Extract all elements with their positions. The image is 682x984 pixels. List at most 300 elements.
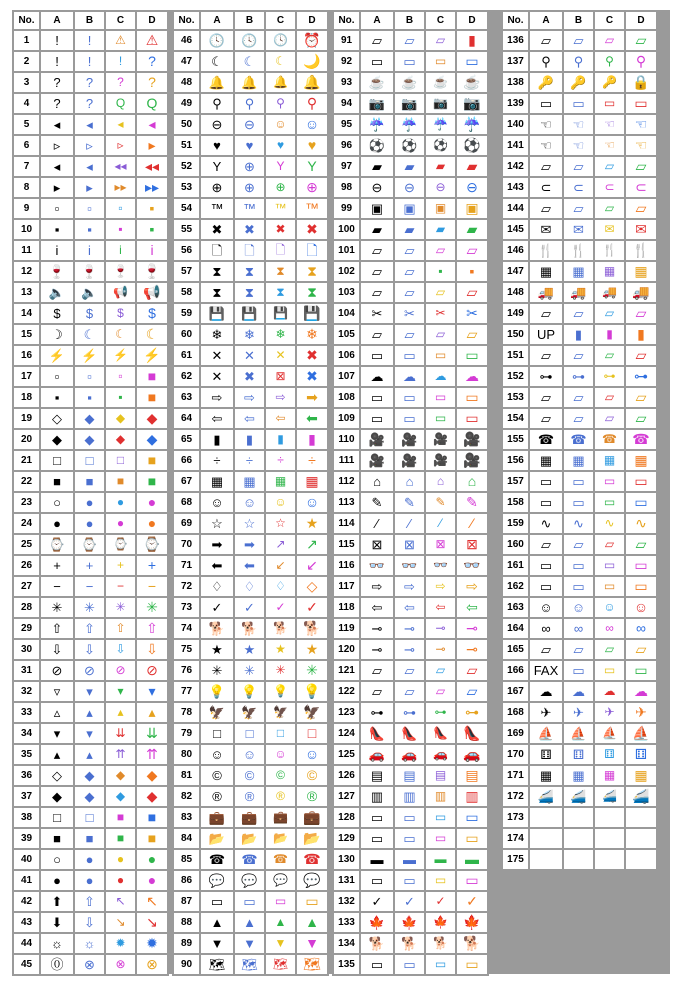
symbol-b: ✖ [235,220,264,239]
symbol-d: ⚠ [137,31,167,50]
symbol-a: ⇦ [201,409,233,428]
symbol-a: ☺ [201,745,233,764]
row-number: 111 [334,451,359,470]
symbol-a: ➡ [201,535,233,554]
row-number: 58 [174,283,199,302]
symbol-a: 💬 [201,871,233,890]
row-number: 134 [334,934,359,953]
symbol-c: ✖ [266,220,295,239]
row-number: 33 [14,703,39,722]
symbol-d: 🚗 [457,745,487,764]
symbol-a: ✓ [361,892,393,911]
table-row [334,493,487,512]
symbol-c: ▰ [426,220,455,239]
symbol-b: ▮ [564,325,593,344]
symbol-a: + [41,556,73,575]
table-row [14,472,167,491]
symbol-a: ⌂ [361,472,393,491]
symbol-c: ⇦ [266,409,295,428]
row-number: 17 [14,367,39,386]
symbol-c: ▭ [426,808,455,827]
symbol-d: ⊶ [457,703,487,722]
row-number: 150 [503,325,528,344]
symbol-a: ⊖ [361,178,393,197]
row-number: 93 [334,73,359,92]
symbol-b: 🐕 [395,934,424,953]
symbol-c: ❄ [266,325,295,344]
row-number: 68 [174,493,199,512]
table-row [334,115,487,134]
row-number: 69 [174,514,199,533]
row-number: 48 [174,73,199,92]
symbol-b: ★ [235,640,264,659]
row-number: 31 [14,661,39,680]
symbol-b: ▭ [395,346,424,365]
symbol-d: 👠 [457,724,487,743]
table-row [503,52,656,71]
symbol-a: ☾ [201,52,233,71]
symbol-b: ✓ [235,598,264,617]
symbol-b: ▭ [395,955,424,974]
symbol-b: 🍴 [564,241,593,260]
row-number: 26 [14,556,39,575]
symbol-b: 🔑 [564,73,593,92]
symbol-d: ☎ [626,430,656,449]
symbol-c: 🚄 [595,787,624,806]
symbol-b: ⚲ [235,94,264,113]
table-row [14,724,167,743]
symbol-b: ◆ [75,787,104,806]
symbol-a: ☁ [361,367,393,386]
symbol-a: ∞ [530,619,562,638]
symbol-c: ▪ [426,262,455,281]
symbol-b: ⇩ [75,640,104,659]
symbol-b: ⊶ [395,703,424,722]
row-number: 43 [14,913,39,932]
symbol-grid [12,10,670,974]
symbol-d: 🌙 [297,52,327,71]
table-row [14,199,167,218]
table-row [174,934,327,953]
symbol-d: ⬅ [297,409,327,428]
table-row [14,934,167,953]
symbol-c: ⚽ [426,136,455,155]
row-number: 21 [14,451,39,470]
symbol-d: ▭ [626,94,656,113]
symbol-d: ■ [137,451,167,470]
table-row [14,304,167,323]
row-number: 136 [503,31,528,50]
row-number: 163 [503,598,528,617]
table-row [14,745,167,764]
symbol-c: 💡 [266,682,295,701]
table-row [334,430,487,449]
row-number: 113 [334,493,359,512]
table-row [503,472,656,491]
symbol-c: ▭ [595,493,624,512]
symbol-c: ▬ [426,850,455,869]
symbol-c: 💬 [266,871,295,890]
row-number: 32 [14,682,39,701]
symbol-a: ⊸ [361,619,393,638]
symbol-a: ● [41,514,73,533]
symbol-c: ♥ [266,136,295,155]
row-number: 110 [334,430,359,449]
row-number: 55 [174,220,199,239]
symbol-d: ▦ [626,262,656,281]
symbol-b: ⧗ [235,262,264,281]
symbol-a: 🐕 [361,934,393,953]
symbol-d: ▼ [297,934,327,953]
row-number: 92 [334,52,359,71]
symbol-c: ▮ [595,325,624,344]
symbol-b: ▪ [75,388,104,407]
row-number: 89 [174,934,199,953]
table-row [503,808,656,827]
symbol-d: ⊸ [457,619,487,638]
column-header-no: No. [14,12,39,29]
symbol-a: ✖ [201,220,233,239]
symbol-d: ▱ [626,535,656,554]
row-number: 22 [14,472,39,491]
symbol-a: 🔑 [530,73,562,92]
table-row [14,598,167,617]
symbol-a: ▰ [361,220,393,239]
symbol-b: 🚚 [564,283,593,302]
symbol-a [530,850,562,869]
table-row [334,178,487,197]
symbol-a: ▱ [530,535,562,554]
row-number: 78 [174,703,199,722]
table-row [334,892,487,911]
symbol-c: 🚗 [426,745,455,764]
symbol-b: ◂ [75,157,104,176]
symbol-b: ☺ [235,745,264,764]
table-row [14,73,167,92]
symbol-b: ⚅ [564,745,593,764]
symbol-a: ▦ [201,472,233,491]
symbol-c: ☔ [426,115,455,134]
row-number: 144 [503,199,528,218]
symbol-a: © [201,766,233,785]
table-row [334,724,487,743]
symbol-d: ★ [297,640,327,659]
row-number: 121 [334,661,359,680]
row-number: 115 [334,535,359,554]
symbol-d: ▭ [457,829,487,848]
row-number: 99 [334,199,359,218]
symbol-c: ⁄ [426,514,455,533]
symbol-c: ◂ [106,115,135,134]
symbol-d: ▭ [626,556,656,575]
symbol-c: ✓ [266,598,295,617]
symbol-b: ▸ [75,178,104,197]
table-row [14,346,167,365]
symbol-a: ® [201,787,233,806]
symbol-b: ▦ [564,766,593,785]
row-number: 123 [334,703,359,722]
symbol-d [626,829,656,848]
symbol-c: ⇦ [426,598,455,617]
symbol-b: ⊠ [395,535,424,554]
symbol-b: ▣ [395,199,424,218]
symbol-d: ▭ [457,871,487,890]
symbol-c: ▦ [595,766,624,785]
table-row [334,304,487,323]
table-row [174,325,327,344]
table-row [503,241,656,260]
symbol-a: ☎ [530,430,562,449]
symbol-a [530,808,562,827]
symbol-d: ☺ [626,598,656,617]
row-number: 85 [174,850,199,869]
symbol-a: ☎ [201,850,233,869]
symbol-b: 👠 [395,724,424,743]
symbol-a: ▭ [361,346,393,365]
symbol-b: ▪ [75,220,104,239]
symbol-b: ▱ [395,325,424,344]
row-number: 5 [14,115,39,134]
column-header-c: C [106,12,135,29]
row-number: 154 [503,409,528,428]
symbol-c: ⛵ [595,724,624,743]
symbol-a: ⇩ [41,640,73,659]
symbol-c: ● [106,493,135,512]
symbol-b: ✂ [395,304,424,323]
row-number: 52 [174,157,199,176]
symbol-a: ▱ [361,325,393,344]
symbol-c: ↙ [266,556,295,575]
symbol-a: ! [41,31,73,50]
symbol-d: ▥ [457,787,487,806]
symbol-a: ⊶ [361,703,393,722]
symbol-d: ⊶ [626,367,656,386]
symbol-c: ÷ [266,451,295,470]
symbol-b: ▱ [564,409,593,428]
symbol-c: ▮ [266,430,295,449]
table-row [503,451,656,470]
symbol-c: ⊶ [426,703,455,722]
row-number: 36 [14,766,39,785]
symbol-c: ☜ [595,136,624,155]
symbol-d: ■ [137,829,167,848]
symbol-b: ♢ [235,577,264,596]
symbol-b: ☾ [235,52,264,71]
symbol-c: ▱ [426,31,455,50]
symbol-d: ⊕ [297,178,327,197]
symbol-a: ▴ [41,745,73,764]
row-number: 109 [334,409,359,428]
symbol-c: ✹ [106,934,135,953]
row-number: 152 [503,367,528,386]
symbol-a: ✂ [361,304,393,323]
row-number: 9 [14,199,39,218]
symbol-a: − [41,577,73,596]
symbol-a: 🔈 [41,283,73,302]
symbol-c: ☺ [266,115,295,134]
symbol-c: ☆ [266,514,295,533]
table-row [14,241,167,260]
table-row [14,640,167,659]
table-row [503,220,656,239]
column-header-no: No. [503,12,528,29]
symbol-a: ▭ [530,556,562,575]
table-row [174,115,327,134]
symbol-d: ▭ [457,388,487,407]
symbol-b: ⁄ [395,514,424,533]
row-number: 98 [334,178,359,197]
symbol-a: ▭ [361,52,393,71]
symbol-d: ▪ [137,220,167,239]
symbol-d: ✓ [457,892,487,911]
symbol-b: ∞ [564,619,593,638]
symbol-c: ▫ [106,199,135,218]
row-number: 117 [334,577,359,596]
symbol-a: ▪ [41,220,73,239]
table-row [14,115,167,134]
symbol-b: ⇧ [75,619,104,638]
symbol-c: ▦ [595,262,624,281]
symbol-c: ◆ [106,409,135,428]
row-number: 146 [503,241,528,260]
table-row [334,577,487,596]
symbol-b: ! [75,52,104,71]
symbol-c: ▱ [595,199,624,218]
symbol-a: 💡 [201,682,233,701]
row-number: 132 [334,892,359,911]
symbol-d: ■ [137,472,167,491]
symbol-b: 🐕 [235,619,264,638]
symbol-c: 🗋 [266,241,295,260]
table-row [334,745,487,764]
symbol-b: $ [75,304,104,323]
symbol-c: ↘ [106,913,135,932]
row-number: 153 [503,388,528,407]
table-row [503,409,656,428]
symbol-b: ☺ [235,493,264,512]
symbol-b: ☺ [564,598,593,617]
symbol-a: ▱ [530,640,562,659]
table-row [503,346,656,365]
column-header-a: A [530,12,562,29]
symbol-a: ▮ [201,430,233,449]
symbol-d: ✂ [457,304,487,323]
symbol-b: ▦ [564,262,593,281]
symbol-a: ▭ [530,493,562,512]
symbol-d: 📷 [457,94,487,113]
symbol-a: ○ [41,850,73,869]
symbol-b: ▮ [235,430,264,449]
symbol-b: ▱ [395,262,424,281]
row-number: 38 [14,808,39,827]
symbol-a: ★ [201,640,233,659]
table-row [174,493,327,512]
symbol-d: 📂 [297,829,327,848]
row-number: 60 [174,325,199,344]
symbol-c: © [266,766,295,785]
symbol-a: ÷ [201,451,233,470]
symbol-c: ▰ [426,157,455,176]
symbol-c: 📷 [426,94,455,113]
row-number: 95 [334,115,359,134]
table-row [503,640,656,659]
table-row [14,31,167,50]
symbol-a: ⬅ [201,556,233,575]
symbol-d: ▪ [137,199,167,218]
table-row [174,346,327,365]
row-number: 44 [14,934,39,953]
row-number: 138 [503,73,528,92]
symbol-a: ◇ [41,409,73,428]
symbol-d: ↘ [137,913,167,932]
table-row [503,556,656,575]
symbol-a: ⬆ [41,892,73,911]
symbol-c: ↖ [106,892,135,911]
table-row [334,451,487,470]
symbol-b: 🚗 [395,745,424,764]
symbol-b: ⊖ [395,178,424,197]
symbol-b: ⌚ [75,535,104,554]
symbol-a: ▭ [201,892,233,911]
table-row [334,787,487,806]
table-row [503,157,656,176]
symbol-d: ■ [137,808,167,827]
row-number: 81 [174,766,199,785]
symbol-a: ⇨ [361,577,393,596]
row-number: 70 [174,535,199,554]
symbol-b: 🕓 [235,31,264,50]
row-number: 11 [14,241,39,260]
symbol-b: ⇧ [75,892,104,911]
symbol-d: ⊖ [457,178,487,197]
symbol-a: ▱ [530,409,562,428]
symbol-b: ▭ [395,52,424,71]
symbol-a: ■ [41,829,73,848]
symbol-d: 💡 [297,682,327,701]
table-row [14,850,167,869]
symbol-a: ◆ [41,787,73,806]
symbol-c: ⊖ [426,178,455,197]
symbol-b: ▭ [564,472,593,491]
symbol-b: ♥ [235,136,264,155]
symbol-c [595,808,624,827]
table-row [174,241,327,260]
symbol-b: □ [75,451,104,470]
row-number: 37 [14,787,39,806]
row-number: 45 [14,955,39,974]
table-row [14,787,167,806]
symbol-d: ● [137,514,167,533]
table-row [14,871,167,890]
table-row [334,94,487,113]
column-header-d: D [137,12,167,29]
table-row [174,598,327,617]
symbol-b: □ [75,808,104,827]
table-row [174,661,327,680]
row-number: 166 [503,661,528,680]
row-number: 120 [334,640,359,659]
symbol-a: 🗋 [201,241,233,260]
symbol-b: ▫ [75,199,104,218]
symbol-b: ▱ [564,31,593,50]
table-row [334,661,487,680]
table-row [503,661,656,680]
table-row [503,430,656,449]
symbol-a: ▭ [361,955,393,974]
symbol-d: ▭ [457,409,487,428]
symbol-b: i [75,241,104,260]
symbol-c: ⊸ [426,640,455,659]
